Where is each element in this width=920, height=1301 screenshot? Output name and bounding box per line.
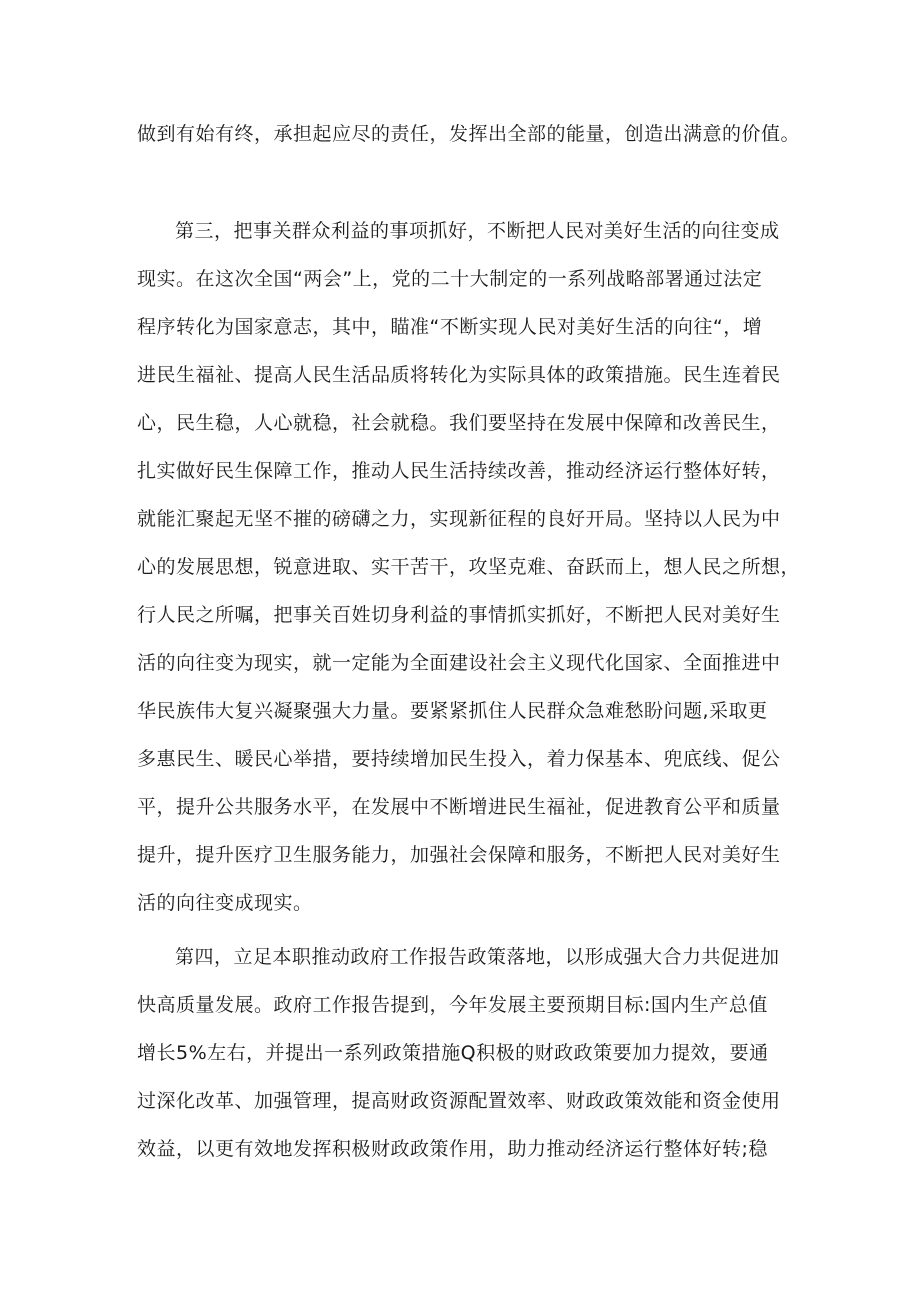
text-line: 过深化改革、加强管理，提高财政资源配置效率、财政政策效能和资金使用 xyxy=(137,1090,781,1112)
text-line: 快高质量发展。政府工作报告提到，今年发展主要预期目标:国内生产总值 xyxy=(137,994,768,1016)
text-line: 多惠民生、暖民心举措，要持续增加民生投入，着力保基本、兜底线、促公 xyxy=(137,748,781,770)
text-line: 增长5%左右，并提出一系列政策措施Q积极的财政政策要加力提效，要通 xyxy=(137,1042,769,1064)
text-line: 效益，以更有效地发挥积极财政政策作用，助力推动经济运行整体好转;稳 xyxy=(137,1138,768,1160)
text-line: 进民生福祉、提高人民生活品质将转化为实际具体的政策措施。民生连着民 xyxy=(137,364,781,386)
text-line: 心，民生稳，人心就稳，社会就稳。我们要坚持在发展中保障和改善民生， xyxy=(137,412,781,434)
text-line: 行人民之所嘱，把事关百姓切身利益的事情抓实抓好，不断把人民对美好生 xyxy=(137,604,781,626)
text-line: 心的发展思想，锐意进取、实干苦干，攻坚克难、奋跃而上，想人民之所想， xyxy=(137,556,801,578)
text-line: 活的向往变成现实。 xyxy=(137,892,313,914)
text-line: 现实。在这次全国“两会”上，党的二十大制定的一系列战略部署通过法定 xyxy=(137,268,763,290)
text-line: 平，提升公共服务水平，在发展中不断增进民生福祉，促进教育公平和质量 xyxy=(137,796,781,818)
paragraph-first-line: 第四，立足本职推动政府工作报告政策落地，以形成强大合力共促进加 xyxy=(175,946,780,968)
text-line: 活的向往变为现实，就一定能为全面建设社会主义现代化国家、全面推进中 xyxy=(137,652,781,674)
text-line: 华民族伟大复兴凝聚强大力量。要紧紧抓住人民群众急难愁盼问题,采取更 xyxy=(137,700,768,722)
text-line: 就能汇聚起无坚不摧的磅礴之力，实现新征程的良好开局。坚持以人民为中 xyxy=(137,508,781,530)
text-line: 扎实做好民生保障工作，推动人民生活持续改善，推动经济运行整体好转， xyxy=(137,460,781,482)
text-line: 程序转化为国家意志，其中，瞄准“不断实现人民对美好生活的向往“，增 xyxy=(137,316,763,338)
text-line: 提升，提升医疗卫生服务能力，加强社会保障和服务，不断把人民对美好生 xyxy=(137,844,781,866)
paragraph-first-line: 第三，把事关群众利益的事项抓好，不断把人民对美好生活的向往变成 xyxy=(175,220,780,242)
text-line: 做到有始有终，承担起应尽的责任，发挥出全部的能量，创造出满意的价值。 xyxy=(137,123,801,145)
